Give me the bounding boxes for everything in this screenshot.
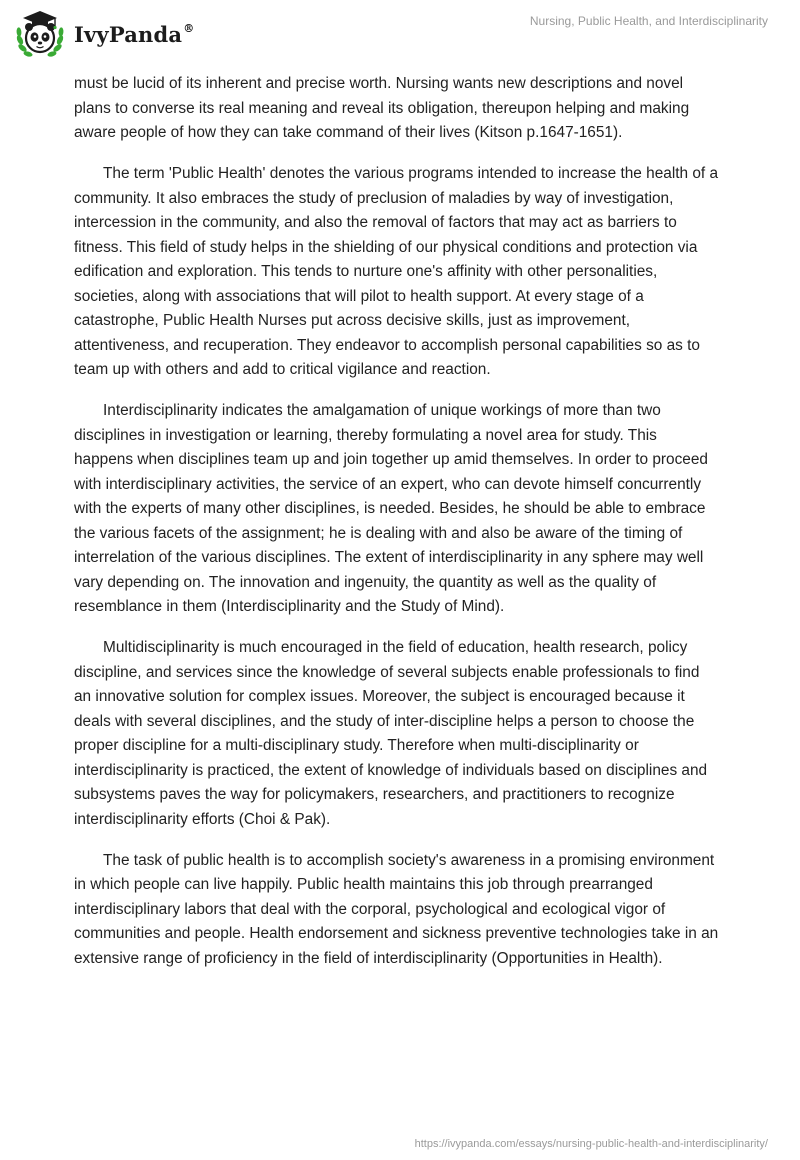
brand-logo[interactable] <box>14 8 194 58</box>
essay-body <box>74 72 720 988</box>
page-header <box>0 0 800 60</box>
source-url[interactable]: https://ivypanda.com/essays/nursing-public-health-and-interdisciplinarity/ <box>414 1138 768 1150</box>
brand-name: IvyPanda® <box>74 21 195 47</box>
paragraph-multidisciplinarity: Multidisciplinarity is much encouraged in the field of education, health research, policy discipline, and services since the knowledge of several subjects enable professionals to find an innovative solution for complex issues. Moreover, the subject is encouraged because it deals with several disciplines, and the study of inter-discipline helps a person to choose the proper discipline for a multi-disciplinary study. Therefore when multi-disciplinarity or interdisciplinarity is practiced, the extent of knowledge of individuals based on disciplines and subsystems paves the way for policymakers, researchers, and practitioners to recognize interdisciplinarity efforts (Choi & Pak). <box>74 639 708 828</box>
paragraph-interdisciplinarity: Interdisciplinarity indicates the amalgamation of unique workings of more than two disciplines in investigation or learning, thereby formulating a novel area for study. This happens when disciplines team up and join together up amid themselves. In order to proceed with interdisciplinary activities, the service of an expert, who can devote himself concurrently with the experts of many other disciplines, is needed. Besides, he should be able to embrace the various facets of the assignment; he is dealing with and also be aware of the timing of interrelation of the various disciplines. The extent of interdisciplinarity in any sphere may well vary depending on. The innovation and ingenuity, the quantity as well as the quality of resemblance in them (Interdisciplinarity and the Study of Mind). <box>74 402 708 615</box>
panda-graduation-cap-logo-icon <box>14 8 66 58</box>
paragraph-task-of-public-health: The task of public health is to accomplish society's awareness in a promising environment in which people can live happily. Public health maintains this job through prearranged interdisciplinary labors that deal with the corporal, psychological and ecological vigor of communities and people. Health endorsement and sickness preventive technologies take in an extensive range of proficiency in the field of interdisciplinarity (Opportunities in Health). <box>74 851 719 967</box>
paragraph-continued: must be lucid of its inherent and precise worth. Nursing wants new descriptions and novel plans to converse its real meaning and reveal its obligation, thereupon helping and making aware people of how they can take command of their lives (Kitson p.1647-1651). <box>74 75 690 141</box>
paragraph-public-health: The term 'Public Health' denotes the various programs intended to increase the health of a community. It also embraces the study of preclusion of maladies by way of investigation, intercession in the community, and also the removal of factors that may act as barriers to fitness. This field of study helps in the shielding of our physical conditions and protection via edification and exploration. This tends to nurture one's affinity with other personalities, societies, along with associations that will pilot to health support. At every stage of a catastrophe, Public Health Nurses put across decisive skills, just as improvement, attentiveness, and recuperation. They endeavor to accomplish personal capabilities so as to team up with others and add to critical vigilance and reaction. <box>74 165 719 378</box>
registered-mark: ® <box>183 21 195 35</box>
document-title: Nursing, Public Health, and Interdisciplinarity <box>529 14 768 28</box>
